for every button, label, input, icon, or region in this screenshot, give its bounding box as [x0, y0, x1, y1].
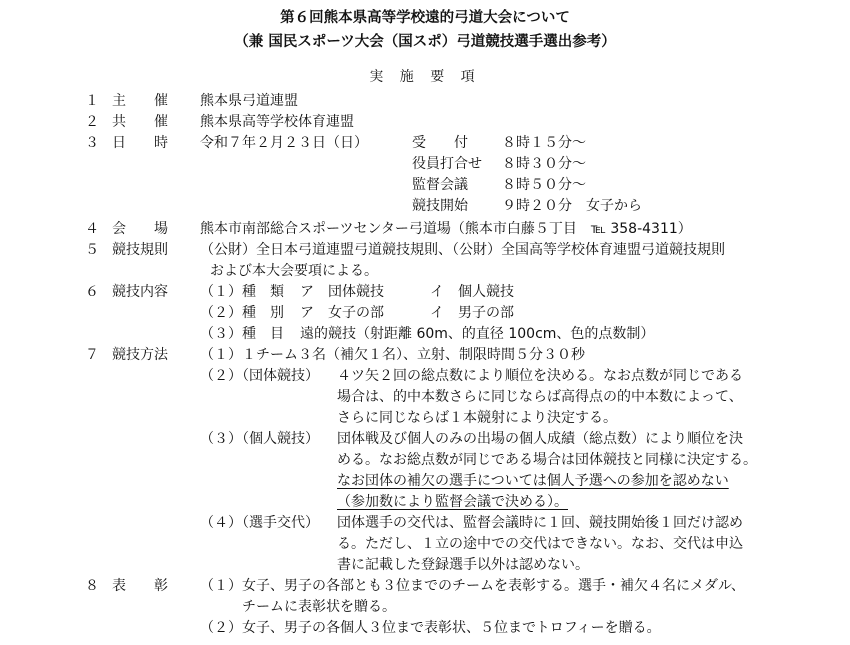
awards-line: （２）女子、男子の各個人３位まで表彰状、５位までトロフィーを贈る。 — [200, 620, 661, 636]
document-subtitle: （兼 国民スポーツ大会（国スポ）弓道競技選手選出参考） — [234, 34, 616, 50]
method-line: 団体選手の交代は、監督会議時に１回、競技開始後１回だけ認め — [337, 515, 743, 531]
rules-line: （公財）全日本弓道連盟弓道競技規則、（公財）全国高等学校体育連盟弓道競技規則 — [200, 242, 725, 258]
method-sub-label: （２）（団体競技） — [200, 368, 319, 384]
item-label-rules: 競技規則 — [112, 242, 168, 258]
item-label-datetime: 日 時 — [112, 135, 168, 151]
venue-value: 熊本市南部総合スポーツセンター弓道場（熊本市白藤５丁目 ℡ 358-4311） — [200, 221, 692, 237]
section-heading: 実 施 要 項 — [369, 69, 481, 85]
contents-sub-label: （１）種 類 — [200, 284, 284, 300]
document-title: 第６回熊本県高等学校遠的弓道大会について — [280, 10, 570, 26]
contents-option: ア 女子の部 — [300, 305, 384, 321]
method-line: さらに同じならば１本競射により決定する。 — [337, 410, 617, 426]
item-number: ８ — [85, 578, 99, 594]
method-line: ４ツ矢２回の総点数により順位を決める。なお点数が同じである — [337, 368, 743, 384]
item-number: ５ — [85, 242, 99, 258]
item-label-venue: 会 場 — [112, 221, 168, 237]
co-organizer-value: 熊本県高等学校体育連盟 — [200, 114, 354, 130]
item-label-co-organizer: 共 催 — [112, 114, 168, 130]
method-sub-label: （４）（選手交代） — [200, 515, 319, 531]
schedule-name: 役員打合せ — [412, 156, 482, 172]
organizer-value: 熊本県弓道連盟 — [200, 93, 298, 109]
schedule-time: ９時２０分 女子から — [502, 198, 642, 214]
schedule-name: 監督会議 — [412, 177, 468, 193]
method-sub-label: （３）（個人競技） — [200, 431, 319, 447]
item-number: ６ — [85, 284, 99, 300]
schedule-name: 受 付 — [412, 135, 468, 151]
schedule-name: 競技開始 — [412, 198, 468, 214]
method-line-underlined: （参加数により監督会議で決める）。 — [337, 494, 568, 510]
awards-line: チームに表彰状を贈る。 — [242, 599, 396, 615]
schedule-time: ８時５０分～ — [502, 177, 586, 193]
contents-option: イ 男子の部 — [430, 305, 514, 321]
contents-option: イ 個人競技 — [430, 284, 514, 300]
method-line-underlined: なお団体の補欠の選手については個人予選への参加を認めない — [337, 473, 729, 489]
item-number: ２ — [85, 114, 99, 130]
item-label-contents: 競技内容 — [112, 284, 168, 300]
schedule-time: ８時１５分～ — [502, 135, 586, 151]
method-paragraph: （１）１チーム３名（補欠１名）、立射、制限時間５分３０秒 — [200, 347, 585, 363]
event-date: 令和７年２月２３日（日） — [200, 135, 368, 151]
contents-option: ア 団体競技 — [300, 284, 384, 300]
method-line: 場合は、的中本数さらに同じならば高得点の的中本数によって、 — [337, 389, 743, 405]
item-number: ４ — [85, 221, 99, 237]
item-number: １ — [85, 93, 99, 109]
item-number: ７ — [85, 347, 99, 363]
item-label-awards: 表 彰 — [112, 578, 168, 594]
contents-sub-label: （３）種 目 — [200, 326, 284, 342]
schedule-time: ８時３０分～ — [502, 156, 586, 172]
contents-sub-label: （２）種 別 — [200, 305, 284, 321]
item-label-organizer: 主 催 — [112, 93, 168, 109]
rules-line: および本大会要項による。 — [210, 263, 378, 279]
item-number: ３ — [85, 135, 99, 151]
contents-option: 遠的競技（射距離 60m、的直径 100cm、色的点数制） — [300, 326, 655, 342]
method-line: 団体戦及び個人のみの出場の個人成績（総点数）により順位を決 — [337, 431, 743, 447]
item-label-method: 競技方法 — [112, 347, 168, 363]
method-line: る。ただし、１立の途中での交代はできない。なお、交代は申込 — [337, 536, 743, 552]
awards-line: （１）女子、男子の各部とも３位までのチームを表彰する。選手・補欠４名にメダル、 — [200, 578, 745, 594]
method-line: 書に記載した登録選手以外は認めない。 — [337, 557, 589, 573]
method-line: める。なお総点数が同じである場合は団体競技と同様に決定する。 — [337, 452, 757, 468]
